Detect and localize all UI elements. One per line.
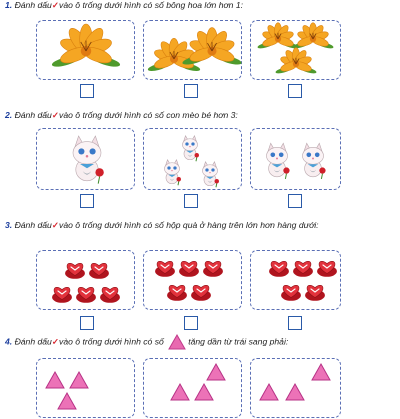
answer-checkbox-3a[interactable] (80, 316, 94, 330)
heart-gift-box-icon (281, 283, 301, 301)
pink-triangle-icon (260, 384, 278, 400)
triangle-group-1 (37, 359, 136, 419)
heart-gift-box-icon (179, 259, 199, 277)
checkmark-icon: ✓ (51, 336, 60, 347)
question-2-text: 2. Đánh dấu✓vào ô trống dưới hình có số con mèo bé hơn 3: (5, 110, 238, 120)
answer-checkbox-2b[interactable] (184, 194, 198, 208)
heart-gift-box-icon (305, 283, 325, 301)
heart-gift-box-icon (76, 285, 96, 303)
heart-gift-box-icon (65, 261, 85, 279)
pink-triangle-icon (207, 364, 225, 380)
question-4-text: 4. Đánh dấu✓vào ô trống dưới hình có số tăng dần từ trái sang phải: (5, 334, 288, 350)
lily-flower-icon (51, 24, 121, 69)
kitten-with-rose-icon (165, 160, 182, 186)
heart-gift-box-icon (293, 259, 313, 277)
pink-triangle-icon (70, 372, 88, 388)
triangle-group-2 (144, 359, 243, 419)
answer-checkbox-2a[interactable] (80, 194, 94, 208)
cat-group-3 (251, 129, 342, 191)
kitten-with-rose-icon (183, 136, 200, 162)
heart-gift-box-icon (155, 259, 175, 277)
heart-gift-box-icon (317, 259, 337, 277)
question-1-text: 1. Đánh dấu✓vào ô trống dưới hình có số bông hoa lớn hơn 1: (5, 0, 244, 10)
kitten-with-rose-icon (203, 162, 220, 188)
flower-group-1 (37, 21, 136, 81)
lily-flower-icon (251, 23, 299, 50)
checkmark-icon: ✓ (51, 220, 60, 230)
pink-triangle-icon (168, 334, 186, 350)
checkmark-icon: ✓ (51, 0, 60, 10)
flower-box-3 (250, 20, 341, 80)
answer-checkbox-1b[interactable] (184, 84, 198, 98)
heart-gift-box-icon (100, 285, 120, 303)
cat-box-2 (143, 128, 242, 190)
answer-checkbox-1a[interactable] (80, 84, 94, 98)
heart-gift-box-icon (89, 261, 109, 279)
pink-triangle-icon (195, 384, 213, 400)
gift-group-3 (251, 251, 342, 311)
cat-box-1 (36, 128, 135, 190)
cat-group-2 (144, 129, 243, 191)
pink-triangle-icon (286, 384, 304, 400)
kitten-with-rose-icon (73, 136, 104, 184)
triangle-group-3 (251, 359, 342, 419)
triangle-box-2 (143, 358, 242, 418)
flower-group-2 (144, 21, 243, 81)
gift-box-2 (143, 250, 242, 310)
pink-triangle-icon (58, 393, 76, 409)
pink-triangle-icon (171, 384, 189, 400)
pink-triangle-icon (46, 372, 64, 388)
answer-checkbox-3c[interactable] (288, 316, 302, 330)
lily-flower-icon (269, 48, 317, 75)
heart-gift-box-icon (167, 283, 187, 301)
lily-flower-icon (182, 28, 243, 67)
triangle-box-3 (250, 358, 341, 418)
gift-group-2 (144, 251, 243, 311)
answer-checkbox-1c[interactable] (288, 84, 302, 98)
answer-checkbox-2c[interactable] (288, 194, 302, 208)
kitten-with-rose-icon (303, 143, 326, 179)
gift-group-1 (37, 251, 136, 311)
pink-triangle-icon (312, 364, 330, 380)
cat-box-3 (250, 128, 341, 190)
heart-gift-box-icon (191, 283, 211, 301)
triangle-box-1 (36, 358, 135, 418)
heart-gift-box-icon (203, 259, 223, 277)
cat-group-1 (37, 129, 136, 191)
kitten-with-rose-icon (267, 143, 290, 179)
gift-box-1 (36, 250, 135, 310)
checkmark-icon: ✓ (51, 110, 60, 120)
heart-gift-box-icon (269, 259, 289, 277)
answer-checkbox-3b[interactable] (184, 316, 198, 330)
flower-box-2 (143, 20, 242, 80)
heart-gift-box-icon (52, 285, 72, 303)
flower-group-3 (251, 21, 342, 81)
gift-box-3 (250, 250, 341, 310)
question-3-text: 3. Đánh dấu✓vào ô trống dưới hình có số hộp quà ở hàng trên lớn hơn hàng dưới: (5, 220, 319, 230)
flower-box-1 (36, 20, 135, 80)
